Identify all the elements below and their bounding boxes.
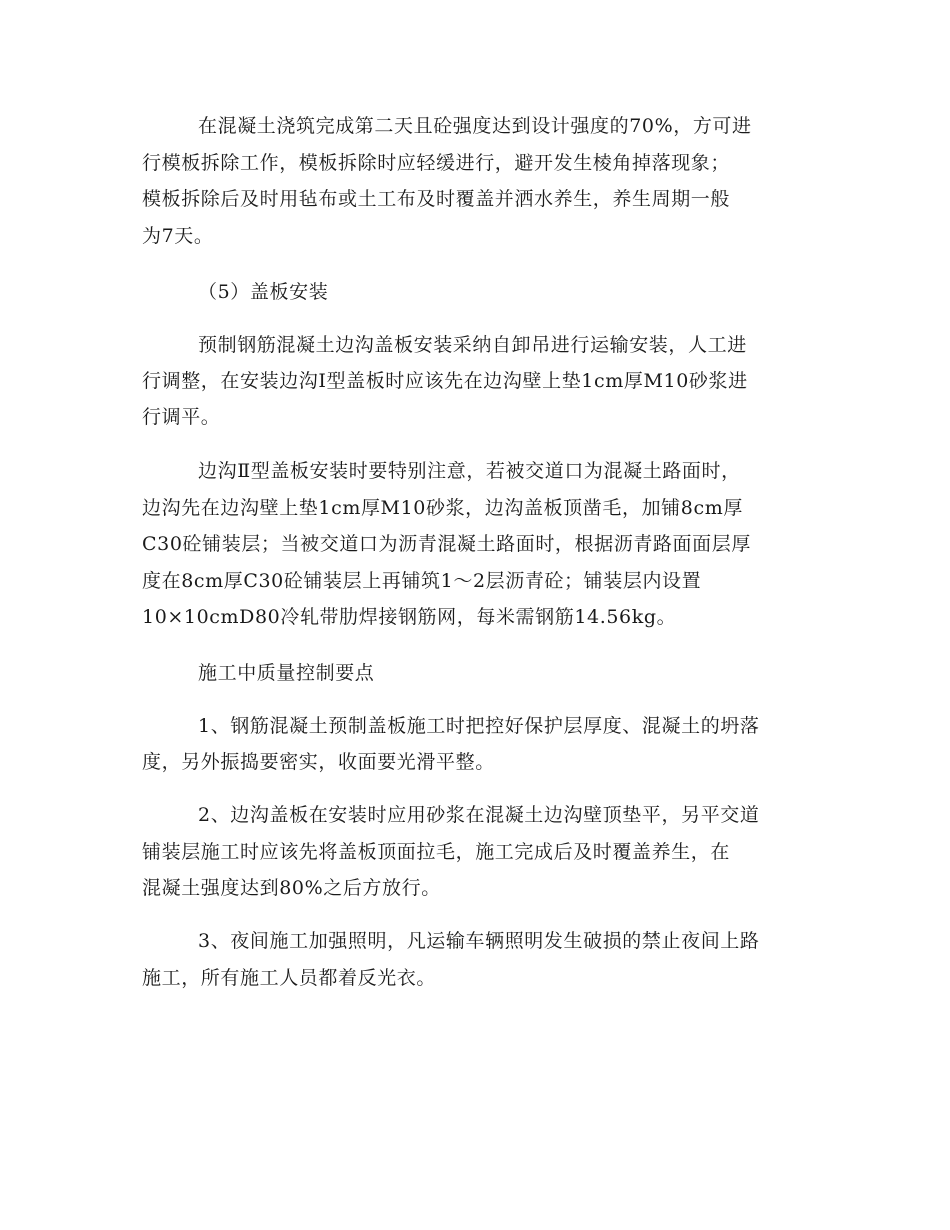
paragraph-1-line-1: 在混凝土浇筑完成第二天且砼强度达到设计强度的70%，方可进 [198, 115, 752, 137]
paragraph-1-line-3: 模板拆除后及时用毡布或土工布及时覆盖并洒水养生，养生周期一般 [142, 188, 731, 210]
quality-item-1-line-2: 度，另外振捣要密实，收面要光滑平整。 [142, 751, 495, 773]
quality-item-3-line-2: 施工，所有施工人员都着反光衣。 [142, 967, 437, 989]
paragraph-4-line-2: 边沟先在边沟壁上垫1cm厚M10砂浆，边沟盖板顶凿毛，加铺8cm厚 [142, 497, 743, 519]
quality-item-2-line-1: 2、边沟盖板在安装时应用砂浆在混凝土边沟壁顶垫平，另平交道 [198, 804, 760, 826]
quality-item-2-line-2: 铺装层施工时应该先将盖板顶面拉毛，施工完成后及时覆盖养生，在 [142, 841, 731, 863]
paragraph-3-line-3: 行调平。 [142, 406, 221, 428]
quality-item-2-line-3: 混凝土强度达到80%之后方放行。 [142, 877, 441, 899]
paragraph-4-line-4: 度在8cm厚C30砼铺装层上再铺筑1～2层沥青砼；铺装层内设置 [142, 570, 702, 592]
quality-item-1-line-1: 1、钢筋混凝土预制盖板施工时把控好保护层厚度、混凝土的坍落 [198, 715, 760, 737]
paragraph-1-line-4: 为7天。 [142, 225, 214, 247]
paragraph-1-line-2: 行模板拆除工作，模板拆除时应轻缓进行，避开发生棱角掉落现象； [142, 152, 731, 174]
paragraph-4-line-3: C30砼铺装层；当被交道口为沥青混凝土路面时，根据沥青路面面层厚 [142, 533, 751, 555]
section-heading-5: （5）盖板安装 [198, 281, 329, 303]
paragraph-3-line-2: 行调整，在安装边沟Ⅰ型盖板时应该先在边沟壁上垫1cm厚M10砂浆进 [142, 370, 748, 392]
quality-item-3-line-1: 3、夜间施工加强照明，凡运输车辆照明发生破损的禁止夜间上路 [198, 930, 760, 952]
section-heading-quality: 施工中质量控制要点 [198, 662, 375, 684]
paragraph-4-line-5: 10×10cmD80冷轧带肋焊接钢筋网，每米需钢筋14.56kg。 [142, 606, 677, 628]
paragraph-3-line-1: 预制钢筋混凝土边沟盖板安装采纳自卸吊进行运输安装，人工进 [198, 334, 747, 356]
paragraph-4-line-1: 边沟Ⅱ型盖板安装时要特别注意，若被交道口为混凝土路面时， [198, 460, 741, 482]
